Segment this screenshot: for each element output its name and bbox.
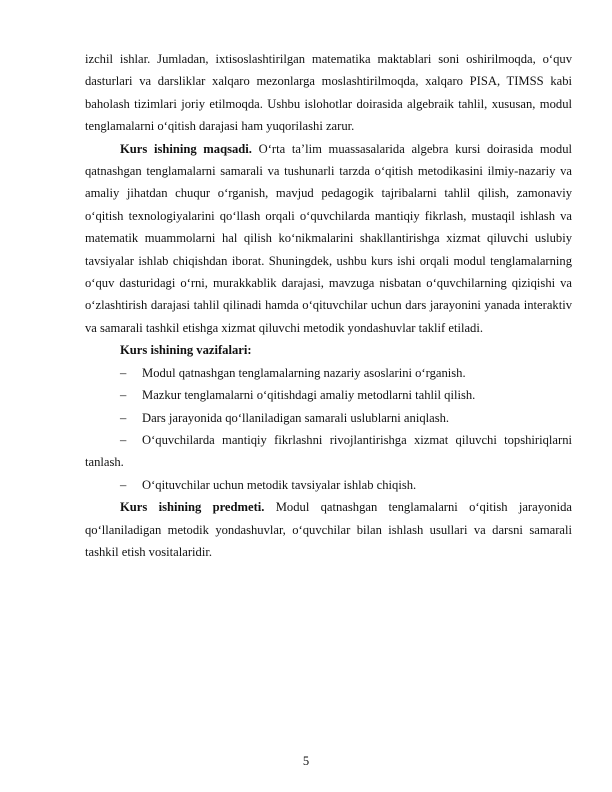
dash-bullet: ‒ — [120, 410, 127, 425]
list-item — [85, 407, 572, 429]
list-item-text: Dars jarayonida qo‘llaniladigan samarali uslublarni aniqlash. — [142, 410, 450, 425]
dash-bullet: ‒ — [120, 365, 127, 380]
subject-label: Kurs ishining predmeti. — [120, 500, 265, 515]
list-item — [85, 474, 572, 496]
list-item-text: O‘qituvchilar uchun metodik tavsiyalar ishlab chiqish. — [142, 477, 417, 492]
tasks-heading: Kurs ishining vazifalari: — [120, 343, 252, 358]
goal-text: O‘rta ta’lim muassasalarida algebra kursi doirasida modul qatnashgan tenglamalarni samarali va tushunarli tarzda o‘qitish metodikasini ilmiy-nazariy va amaliy jihatdan chuqur o‘rganish, mavjud pedagogik tajribalarni tahlil qilish, zamonaviy o‘qitish texnologiyalarini qo‘llash orqali o‘quvchilarda mantiqiy fikrlash, mustaqil ishlash va matematik muammolarni hal qilish ko‘nikmalarini shakllantirishga xizmat qiluvchi uslubiy tavsiyalar ishlab chiqishdan iborat. Shuningdek, ushbu kurs ishi orqali modul tenglamalarning o‘quv dasturidagi o‘rni, murakkablik darajasi, mavzuga nisbatan o‘quvchilarning qiziqishi va o‘zlashtirish darajasi tahlil qilinadi hamda o‘qituvchilar uchun dars jarayonini yanada interaktiv va samarali tashkil etishga xizmat qiluvchi metodik yondashuvlar taklif etiladi. — [85, 141, 572, 335]
list-item-text: Modul qatnashgan tenglamalarning nazariy asoslarini o‘rganish. — [142, 365, 466, 380]
subject-paragraph — [85, 496, 572, 563]
list-item — [85, 429, 572, 474]
subject-text: Modul qatnashgan tenglamalarni o‘qitish jarayonida qo‘llaniladigan metodik yondashuvlar, o‘quvchilar bilan ishlash usullari va darsni samarali tashkil etish vositalaridir. — [85, 500, 572, 559]
document-body — [85, 48, 572, 563]
page-number: 5 — [302, 754, 310, 768]
dash-bullet: ‒ — [120, 388, 127, 403]
goal-label: Kurs ishining maqsadi. — [120, 141, 252, 156]
goal-paragraph — [85, 138, 572, 340]
dash-bullet: ‒ — [120, 477, 127, 492]
list-item — [85, 384, 572, 406]
intro-paragraph: izchil ishlar. Jumladan, ixtisoslashtirilgan matematika maktablari soni oshirilmoqda, o‘quv dasturlari va darsliklar xalqaro mezonlarga moslashtirilmoqda, xalqaro PISA, TIMSS kabi baholash tizimlari joriy etilmoqda. Ushbu islohotlar doirasida algebraik tahlil, xususan, modul tenglamalarni o‘qitish darajasi ham yuqorilashi zarur. — [85, 52, 572, 134]
tasks-list — [85, 362, 572, 496]
list-item — [85, 362, 572, 384]
dash-bullet: ‒ — [120, 432, 127, 447]
list-item-text: O‘quvchilarda mantiqiy fikrlashni rivojlantirishga xizmat qiluvchi topshiriqlarni tanlash. — [85, 432, 572, 470]
list-item-text: Mazkur tenglamalarni o‘qitishdagi amaliy metodlarni tahlil qilish. — [142, 388, 476, 403]
